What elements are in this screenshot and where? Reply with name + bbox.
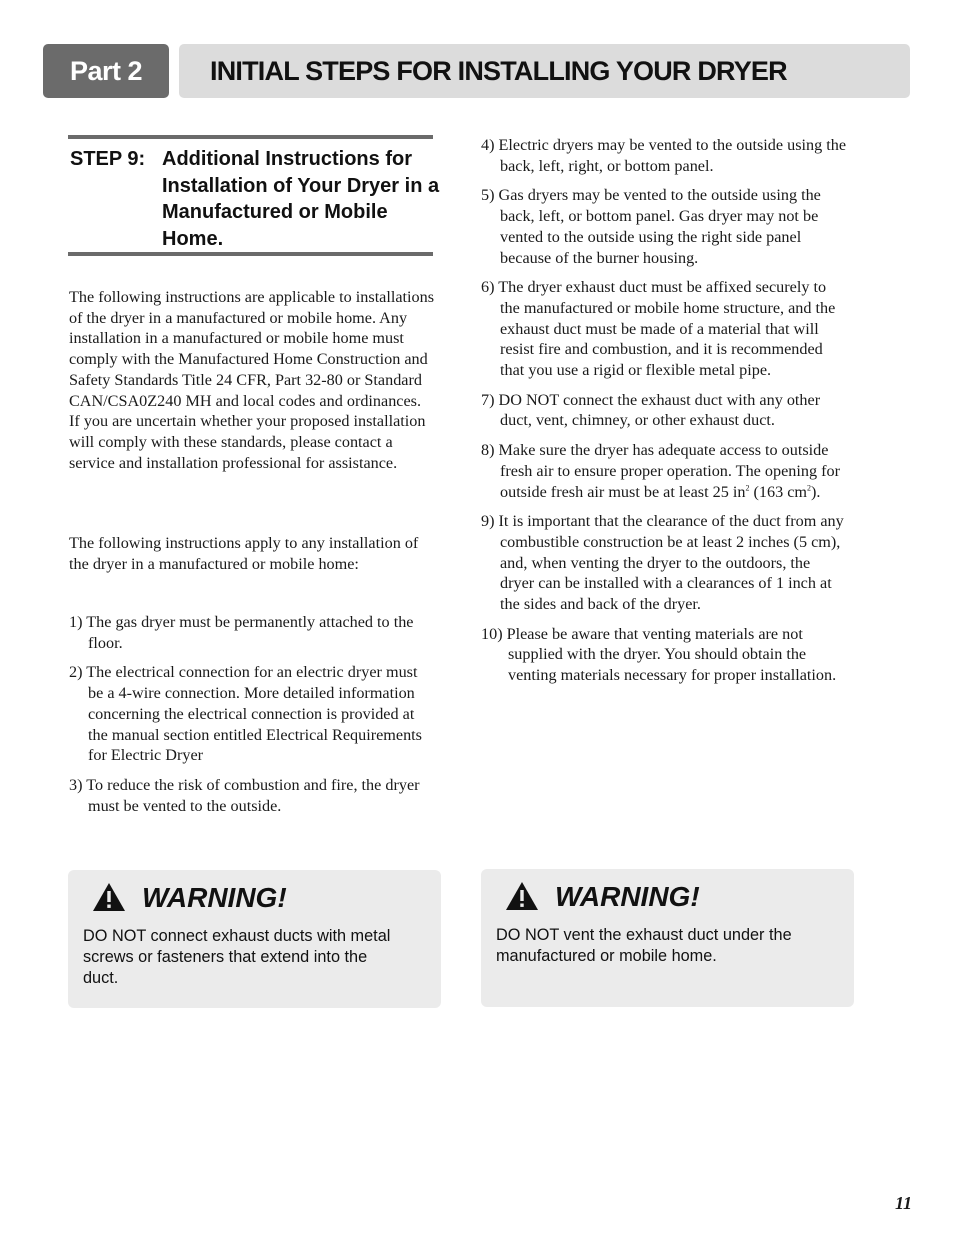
intro-paragraph: The following instructions are applicable to installations of the dryer in a manufactured or mobile home. Any installation in a manufactured or mobile home must comply with the Manufactured Home Construction and Safety Standards Title 24 CFR, Part 32-80 or Standard CAN/CSA0Z240 MH and local codes and ordinances. If you are uncertain whether your proposed installation will comply with these standards, please contact a service and installation professional for assistance. [69, 288, 435, 472]
part-tab [43, 44, 169, 98]
instruction-item-8-end: ). [811, 482, 821, 501]
warning-box-fasteners [68, 870, 441, 1008]
warning-title: WARNING! [555, 881, 700, 912]
intro-paragraph-applicability: The following instructions apply to any installation of the dryer in a manufactured or mobile home: [69, 534, 419, 573]
section-title-bar [179, 44, 910, 98]
step-heading [68, 135, 440, 256]
warning-title: WARNING! [142, 882, 287, 913]
superscript: 2 [807, 483, 811, 493]
warning-text: DO NOT vent the exhaust duct under the manufactured or mobile home. [496, 926, 792, 965]
step-number: STEP 9: [70, 148, 146, 170]
warning-box-venting [481, 869, 854, 1007]
instruction-item-8 [481, 440, 847, 502]
instruction-item-9: 9) It is important that the clearance of the duct from any combustible construction be at least 2 inches (5 cm), and, when venting the dryer to the outdoors, the dryer can be installed with a clearances of 1 inch at the sides and back of the dryer. [481, 512, 844, 614]
instruction-item-8-metric: (163 cm [749, 482, 807, 501]
instruction-item-6: 6) The dryer exhaust duct must be affixed securely to the manufactured or mobile home structure, and the exhaust duct must be made of a material that will resist fire and combustion, and it is recommended that you use a rigid or flexible metal pipe. [481, 278, 836, 380]
instruction-item-2: 2) The electrical connection for an electric dryer must be a 4-wire connection. More detailed information concerning the electrical connection is provided at the manual section entitled Electrical Requirements for Electric Dryer [69, 663, 422, 765]
step-title: Additional Instructions for Installation of Your Dryer in a Manufactured or Mobile Home. [162, 148, 440, 250]
warning-triangle-icon [92, 882, 126, 912]
instruction-item-1: 1) The gas dryer must be permanently attached to the floor. [69, 613, 414, 652]
page-number: 11 [894, 1193, 912, 1213]
instruction-item-10: 10) Please be aware that venting materials are not supplied with the dryer. You should obtain the venting materials necessary for proper installation. [481, 624, 837, 685]
instruction-list-left [69, 612, 435, 825]
part-label: Part 2 [69, 56, 143, 86]
instruction-item-3: 3) To reduce the risk of combustion and fire, the dryer must be vented to the outside. [69, 775, 420, 815]
warning-triangle-icon [505, 881, 539, 911]
page-title: INITIAL STEPS FOR INSTALLING YOUR DRYER [210, 56, 787, 86]
instruction-list-right [481, 135, 847, 695]
instruction-item-8-text: 8) Make sure the dryer has adequate access to outside fresh air to ensure proper operation. The opening for outside fresh air must be at least 25 in [481, 441, 840, 501]
instruction-item-4: 4) Electric dryers may be vented to the outside using the back, left, right, or bottom panel. [481, 136, 847, 175]
warning-text: DO NOT connect exhaust ducts with metal screws or fasteners that extend into the duct. [83, 927, 391, 987]
instruction-item-7: 7) DO NOT connect the exhaust duct with any other duct, vent, chimney, or other exhaust duct. [481, 390, 821, 430]
superscript: 2 [745, 483, 750, 493]
instruction-item-5: 5) Gas dryers may be vented to the outside using the back, left, or bottom panel. Gas dryer may not be vented to the outside using the right side panel because of the burner housing. [481, 186, 821, 267]
